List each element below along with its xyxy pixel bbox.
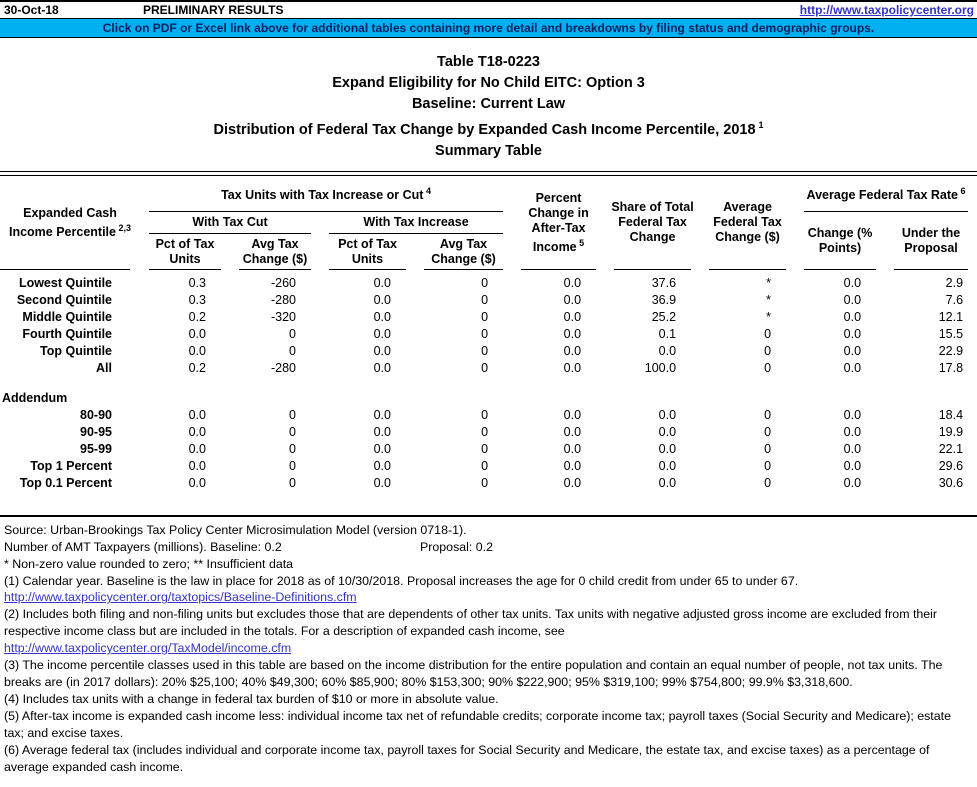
col-header-under-proposal: Under the Proposal xyxy=(885,212,977,270)
table-row xyxy=(0,458,977,475)
col-header-percentile: Expanded Cash Income Percentile $^{2,3}$ xyxy=(0,176,140,270)
distribution-title: Distribution of Federal Tax Change by Expanded Cash Income Percentile, 2018 $^1$ xyxy=(213,120,764,138)
cell: 0 xyxy=(481,343,489,358)
taxpolicycenter-link[interactable]: http://www.taxpolicycenter.org xyxy=(799,3,974,17)
col-group-tax-units: Tax Units with Tax Increase or Cut $^4$ xyxy=(140,176,512,212)
amt-proposal: Proposal: 0.2 xyxy=(420,539,494,554)
cell: 0 xyxy=(481,275,489,290)
cell: 2.9 xyxy=(945,275,964,290)
cell: 0.0 xyxy=(373,458,391,473)
col-header-share-total: Share of Total Federal Tax Change xyxy=(605,176,700,270)
summary-table-title: Summary Table xyxy=(435,142,542,159)
col-header-inc-pct-units: Pct of Tax Units xyxy=(320,234,415,270)
footnote: (5) After-tax income is expanded cash income less: individual income tax net of refundable credits; corporate income tax; payroll taxes (Social Security and Medicare); estate tax; and excise taxes. xyxy=(4,708,951,740)
cell: 0 xyxy=(481,458,489,473)
footnote-link-row xyxy=(4,589,973,606)
cell: 0.0 xyxy=(373,326,391,341)
cell: 0 xyxy=(481,475,489,490)
cell: 0.0 xyxy=(843,309,862,324)
cell: 0.0 xyxy=(563,458,582,473)
cell: 0.0 xyxy=(373,292,391,307)
cell: 0 xyxy=(764,360,772,375)
row-label: 90-95 xyxy=(80,424,112,439)
row-label: Top Quintile xyxy=(40,343,112,358)
footnote: (1) Calendar year. Baseline is the law in place for 2018 as of 10/30/2018. Proposal increases the age for 0 child credit from under 65 to under 67. xyxy=(4,573,799,588)
cell: 0.0 xyxy=(373,475,391,490)
cell: 0 xyxy=(289,458,296,473)
row-label: 80-90 xyxy=(80,407,112,422)
cell: 0.0 xyxy=(658,343,677,358)
cell: 0.0 xyxy=(373,343,391,358)
cell: 0.0 xyxy=(563,424,582,439)
cell: 0 xyxy=(764,441,772,456)
cell: 0 xyxy=(764,475,772,490)
cell: 0.3 xyxy=(188,275,206,290)
table-row xyxy=(0,360,977,377)
cell: 22.9 xyxy=(938,343,964,358)
cell: 0 xyxy=(764,326,772,341)
row-label: All xyxy=(96,360,112,375)
cell: 0.0 xyxy=(843,407,862,422)
table-number-title: Table T18-0223 xyxy=(437,54,540,70)
cell: 0.0 xyxy=(658,475,677,490)
col-group-with-tax-cut: With Tax Cut xyxy=(140,212,320,234)
cell: 0 xyxy=(289,407,296,422)
cell: 0.0 xyxy=(563,360,582,375)
cell: 0.2 xyxy=(188,309,206,324)
cell: * xyxy=(766,309,772,324)
cell: 0.0 xyxy=(658,441,677,456)
row-label: 95-99 xyxy=(80,441,112,456)
cell: 0.3 xyxy=(188,292,206,307)
cell: 0.0 xyxy=(563,343,582,358)
cell: * xyxy=(766,275,772,290)
cell: 0.0 xyxy=(843,326,862,341)
notice-text: Click on PDF or Excel link above for additional tables containing more detail and breakdowns by filing status and demographic groups. xyxy=(102,21,875,35)
summary-table xyxy=(0,176,977,504)
cell: 0.0 xyxy=(658,424,677,439)
proposal-title: Expand Eligibility for No Child EITC: Option 3 xyxy=(332,75,645,91)
cell: 0.0 xyxy=(373,309,391,324)
cell: 0.0 xyxy=(843,424,862,439)
cell: 0.0 xyxy=(188,343,206,358)
cell: 0 xyxy=(481,292,489,307)
top-bar xyxy=(0,0,977,19)
row-label: Top 1 Percent xyxy=(30,458,112,473)
row-label: Top 0.1 Percent xyxy=(19,475,112,490)
cell: 0 xyxy=(289,441,296,456)
cell: 0 xyxy=(481,441,489,456)
cell: 25.2 xyxy=(651,309,677,324)
table-row xyxy=(0,407,977,424)
source-note: Source: Urban-Brookings Tax Policy Center Microsimulation Model (version 0718-1). xyxy=(4,522,467,537)
cell: 0.2 xyxy=(188,360,206,375)
cell: 7.6 xyxy=(945,292,964,307)
amt-baseline: Number of AMT Taxpayers (millions). Baseline: 0.2 xyxy=(4,539,282,554)
cell: 0.0 xyxy=(188,458,206,473)
table-row xyxy=(0,424,977,441)
cell: 22.1 xyxy=(938,441,964,456)
table-row xyxy=(0,326,977,343)
cell: 15.5 xyxy=(938,326,964,341)
table-row xyxy=(0,292,977,309)
table-row xyxy=(0,343,977,360)
footnote-link-row xyxy=(4,640,973,657)
cell: 0.0 xyxy=(843,275,862,290)
notice-banner xyxy=(0,19,977,38)
cell: -260 xyxy=(270,275,296,290)
cell: 0 xyxy=(289,326,296,341)
cell: 0 xyxy=(481,424,489,439)
cell: 0.0 xyxy=(843,441,862,456)
col-header-rate-change-points: Change (% Points) xyxy=(795,212,885,270)
footnote: (3) The income percentile classes used in this table are based on the income distribution for the entire population and contain an equal number of people, not tax units. The breaks are (in 2017 dollars): 20% $25,100; 40% $49,300; 60% $85,900; 80% $153,300; 90% $222,900; 95% $319,100; 99% $754,800; 99.9% $3,318,600. xyxy=(4,658,943,689)
cell: 0 xyxy=(289,475,296,490)
cell: 0 xyxy=(764,424,772,439)
cell: 0.0 xyxy=(188,407,206,422)
table-row xyxy=(0,441,977,458)
col-group-avg-fed-tax-rate: Average Federal Tax Rate $^6$ xyxy=(795,176,977,212)
amt-taxpayers-row xyxy=(4,539,973,556)
cell: 29.6 xyxy=(938,458,964,473)
footer xyxy=(0,517,977,776)
footnote-link[interactable]: http://www.taxpolicycenter.org/taxtopics/Baseline-Definitions.cfm xyxy=(4,590,357,605)
cell: -280 xyxy=(270,292,296,307)
cell: 0 xyxy=(289,343,296,358)
addendum-label: Addendum xyxy=(2,390,68,405)
cell: 100.0 xyxy=(644,360,677,375)
row-label: Middle Quintile xyxy=(22,309,112,324)
col-header-cut-avg-change: Avg Tax Change ($) xyxy=(230,234,320,270)
cell: 0.0 xyxy=(373,275,391,290)
cell: 0.0 xyxy=(563,407,582,422)
col-header-cut-pct-units: Pct of Tax Units xyxy=(140,234,230,270)
table-row xyxy=(0,309,977,326)
cell: -280 xyxy=(270,360,296,375)
cell: 0.0 xyxy=(843,475,862,490)
footnote-link[interactable]: http://www.taxpolicycenter.org/TaxModel/income.cfm xyxy=(4,641,292,656)
cell: 0.0 xyxy=(563,441,582,456)
footnotes xyxy=(4,556,973,776)
cell: 0.0 xyxy=(563,275,582,290)
row-label: Lowest Quintile xyxy=(18,275,112,290)
cell: * xyxy=(766,292,772,307)
row-label: Fourth Quintile xyxy=(22,326,112,341)
report-date: 30-Oct-18 xyxy=(4,3,59,17)
table-row xyxy=(0,270,977,292)
cell: 0 xyxy=(289,424,296,439)
cell: 0 xyxy=(481,309,489,324)
row-label: Second Quintile xyxy=(16,292,112,307)
footnote: (2) Includes both filing and non-filing units but excludes those that are dependents of other tax units. Tax units with negative adjusted gross income are excluded from their respective income class but are included in the totals. For a description of expanded cash income, see xyxy=(4,607,938,639)
cell: 0.0 xyxy=(188,326,206,341)
col-group-with-tax-increase: With Tax Increase xyxy=(320,212,512,234)
cell: 0.0 xyxy=(843,292,862,307)
table-body xyxy=(0,270,977,504)
cell: 30.6 xyxy=(938,475,964,490)
cell: 0.0 xyxy=(188,441,206,456)
cell: 37.6 xyxy=(651,275,677,290)
cell: 0 xyxy=(764,407,772,422)
cell: 0.0 xyxy=(563,309,582,324)
footnote: * Non-zero value rounded to zero; ** Insufficient data xyxy=(4,556,294,571)
cell: 0.0 xyxy=(843,458,862,473)
cell: 0.0 xyxy=(843,343,862,358)
cell: 0.0 xyxy=(373,407,391,422)
spacer-row xyxy=(0,377,977,390)
col-header-avg-fed-tax-change: Average Federal Tax Change ($) xyxy=(700,176,795,270)
cell: 0 xyxy=(481,360,489,375)
footnote: (6) Average federal tax (includes individual and corporate income tax, payroll taxes for Social Security and Medicare, the estate tax, and excise taxes) as a percentage of average expanded cash income. xyxy=(4,742,930,774)
table-row xyxy=(0,475,977,504)
cell: 19.9 xyxy=(938,424,964,439)
cell: 0.0 xyxy=(373,360,391,375)
cell: 0.0 xyxy=(188,475,206,490)
col-header-inc-avg-change: Avg Tax Change ($) xyxy=(415,234,512,270)
cell: 12.1 xyxy=(938,309,964,324)
cell: 17.8 xyxy=(938,360,964,375)
cell: 0 xyxy=(481,407,489,422)
cell: 0.0 xyxy=(373,441,391,456)
cell: 0.0 xyxy=(658,458,677,473)
col-header-pct-change-after-tax: Percent Change in After-Tax Income $^5$ xyxy=(512,176,605,270)
cell: 0.1 xyxy=(658,326,677,341)
preliminary-results-label: PRELIMINARY RESULTS xyxy=(143,3,284,17)
cell: 0 xyxy=(764,343,772,358)
cell: 0.0 xyxy=(658,407,677,422)
title-block xyxy=(0,52,977,162)
cell: 0 xyxy=(764,458,772,473)
cell: 0.0 xyxy=(563,292,582,307)
cell: 0 xyxy=(481,326,489,341)
cell: 0.0 xyxy=(843,360,862,375)
cell: 0.0 xyxy=(563,475,582,490)
footnote: (4) Includes tax units with a change in federal tax burden of $10 or more in absolute value. xyxy=(4,691,499,706)
baseline-title: Baseline: Current Law xyxy=(411,96,566,112)
cell: -320 xyxy=(270,309,296,324)
cell: 0.0 xyxy=(563,326,582,341)
cell: 18.4 xyxy=(938,407,964,422)
cell: 36.9 xyxy=(651,292,677,307)
cell: 0.0 xyxy=(373,424,391,439)
cell: 0.0 xyxy=(188,424,206,439)
